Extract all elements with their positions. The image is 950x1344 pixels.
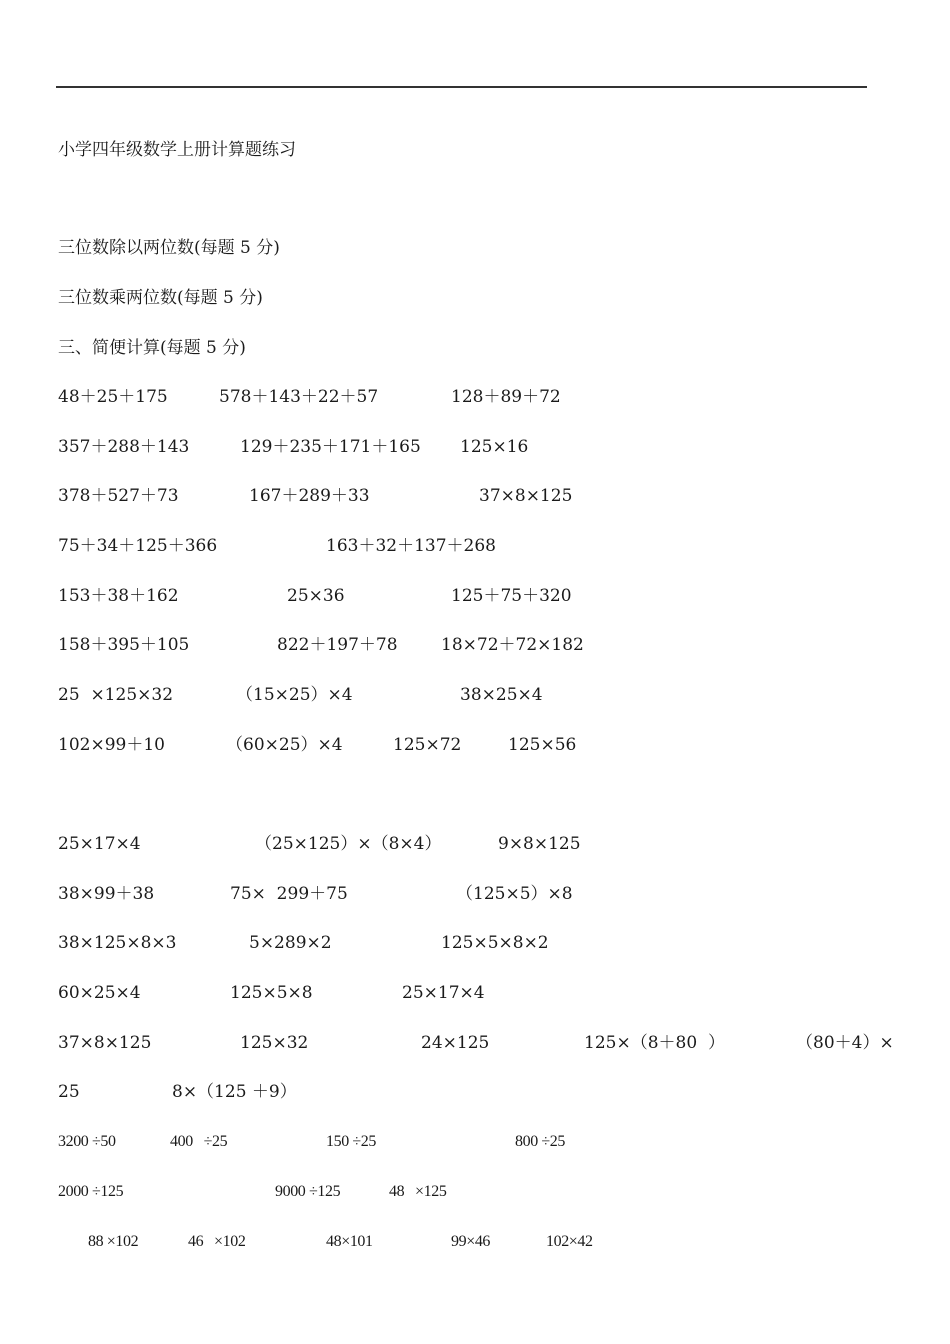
exercise: 48 ×125 [389, 1183, 447, 1200]
exercise: 125×5×8×2 [441, 933, 549, 953]
exercise: 88 ×102 [88, 1233, 139, 1250]
exercise: 167＋289＋33 [249, 486, 370, 506]
exercise: 25 ×125×32 [58, 685, 174, 705]
exercise: 125×16 [460, 437, 529, 457]
exercise: （25×125）×（8×4） [255, 834, 442, 854]
exercise: 38×125×8×3 [58, 933, 177, 953]
exercise: 150 ÷25 [326, 1133, 376, 1150]
exercise: 357＋288＋143 [58, 437, 190, 457]
exercise: （15×25）×4 [236, 685, 353, 705]
exercise: 99×46 [451, 1233, 491, 1250]
exercise: 125×（8＋80 ） [584, 1033, 725, 1053]
exercise: 60×25×4 [58, 983, 141, 1003]
exercise: 75× 299＋75 [230, 884, 348, 904]
exercise: 48＋25＋175 [58, 387, 168, 407]
exercise: 102×42 [546, 1233, 593, 1250]
exercise: 25×17×4 [58, 834, 141, 854]
exercise: 163＋32＋137＋268 [326, 536, 496, 556]
exercise: 578＋143＋22＋57 [219, 387, 379, 407]
exercise: 102×99＋10 [58, 735, 165, 755]
header-rule [56, 86, 867, 88]
exercise: 129＋235＋171＋165 [240, 437, 421, 457]
exercise: 75＋34＋125＋366 [58, 536, 218, 556]
exercise: 25×17×4 [402, 983, 485, 1003]
section-label: 三位数除以两位数(每题 5 分) [58, 238, 280, 258]
exercise: 9000 ÷125 [275, 1183, 341, 1200]
title-text: 小学四年级数学上册计算题练习 [58, 140, 296, 160]
exercise: 37×8×125 [58, 1033, 152, 1053]
exercise: 378＋527＋73 [58, 486, 179, 506]
exercise: 2000 ÷125 [58, 1183, 124, 1200]
exercise: 125×72 [393, 735, 462, 755]
exercise: 48×101 [326, 1233, 373, 1250]
exercise: 128＋89＋72 [451, 387, 561, 407]
exercise: 38×25×4 [460, 685, 543, 705]
exercise: 25 [58, 1082, 80, 1102]
section-label: 三位数乘两位数(每题 5 分) [58, 288, 263, 308]
section-label: 三、简便计算(每题 5 分) [58, 338, 246, 358]
exercise: 9×8×125 [498, 834, 581, 854]
exercise: 24×125 [421, 1033, 490, 1053]
exercise: （125×5）×8 [456, 884, 573, 904]
exercise: 125＋75＋320 [451, 586, 572, 606]
exercise: （80＋4）× [796, 1033, 894, 1053]
exercise: 37×8×125 [479, 486, 573, 506]
exercise: 38×99＋38 [58, 884, 155, 904]
exercise: 25×36 [287, 586, 345, 606]
exercise: 8×（125 ＋9） [172, 1082, 297, 1102]
exercise: 125×56 [508, 735, 577, 755]
exercise: 18×72＋72×182 [441, 635, 584, 655]
exercise: 3200 ÷50 [58, 1133, 116, 1150]
exercise: 125×32 [240, 1033, 309, 1053]
exercise: 5×289×2 [249, 933, 332, 953]
exercise: 46 ×102 [188, 1233, 246, 1250]
exercise: 158＋395＋105 [58, 635, 190, 655]
exercise: （60×25）×4 [226, 735, 343, 755]
exercise: 400 ÷25 [170, 1133, 228, 1150]
exercise: 800 ÷25 [515, 1133, 565, 1150]
exercise: 125×5×8 [230, 983, 313, 1003]
exercise: 153＋38＋162 [58, 586, 179, 606]
exercise: 822＋197＋78 [277, 635, 398, 655]
